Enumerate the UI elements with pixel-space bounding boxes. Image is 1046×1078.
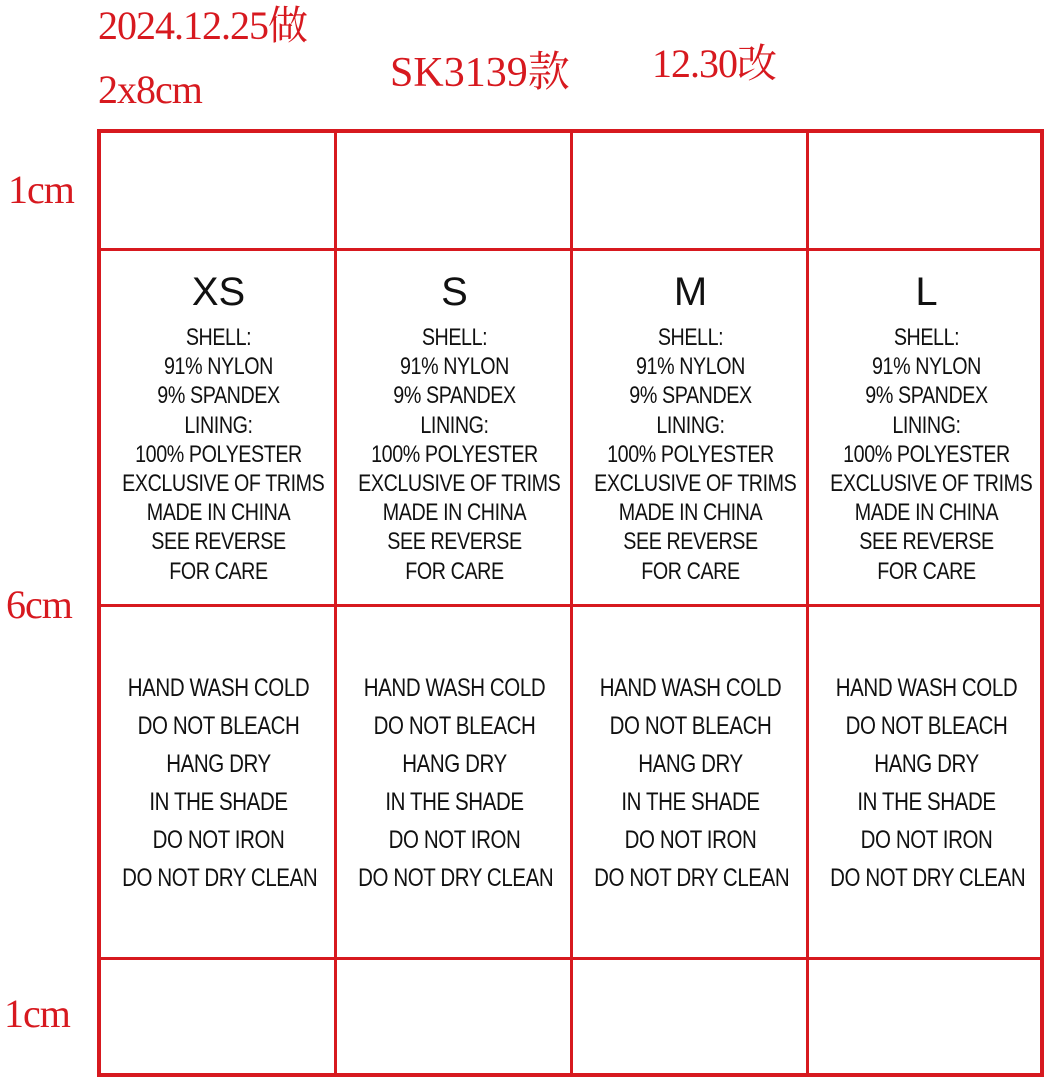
content-line: LINING: [892, 411, 961, 439]
label-column-s [337, 133, 572, 1073]
fiber-content-block [101, 323, 336, 586]
fiber-content-block [337, 323, 572, 586]
care-line: IN THE SHADE [857, 788, 996, 816]
care-line: HAND WASH COLD [835, 674, 1018, 702]
content-line: 9% SPANDEX [393, 382, 516, 410]
content-line: SEE REVERSE [151, 528, 286, 556]
care-instructions-block [337, 669, 572, 897]
style-code: SK3139款 [390, 50, 570, 96]
content-line: SHELL: [893, 324, 960, 351]
care-line: DO NOT BLEACH [373, 712, 536, 740]
content-line: 100% POLYESTER [371, 440, 538, 468]
care-line: DO NOT DRY CLEAN [358, 864, 554, 892]
care-line: DO NOT IRON [624, 826, 757, 854]
care-line: HAND WASH COLD [599, 674, 782, 702]
care-instructions-block [573, 669, 808, 897]
care-line: HAND WASH COLD [127, 674, 310, 702]
label-sheet [97, 129, 1044, 1077]
care-instructions-block [101, 669, 336, 897]
content-line: EXCLUSIVE OF TRIMS [594, 470, 797, 498]
content-line: FOR CARE [169, 557, 268, 585]
care-line: DO NOT BLEACH [609, 712, 772, 740]
content-line: 9% SPANDEX [629, 382, 752, 410]
content-line: EXCLUSIVE OF TRIMS [122, 470, 325, 498]
content-line: MADE IN CHINA [618, 499, 763, 527]
content-line: 100% POLYESTER [843, 440, 1010, 468]
content-line: LINING: [656, 411, 725, 439]
label-column-m [573, 133, 808, 1073]
care-line: DO NOT IRON [388, 826, 521, 854]
content-line: SEE REVERSE [387, 528, 522, 556]
label-size-note: 2x8cm [98, 67, 202, 112]
care-line: DO NOT DRY CLEAN [830, 864, 1026, 892]
content-line: SHELL: [421, 324, 488, 351]
content-line: SHELL: [657, 324, 724, 351]
care-line: IN THE SHADE [621, 788, 760, 816]
content-line: SEE REVERSE [859, 528, 994, 556]
content-line: 91% NYLON [164, 353, 273, 381]
content-line: FOR CARE [405, 557, 504, 585]
care-line: HANG DRY [638, 750, 743, 778]
care-line: HANG DRY [166, 750, 271, 778]
content-line: 91% NYLON [636, 353, 745, 381]
top-margin-dimension: 1cm [8, 167, 74, 212]
care-line: HANG DRY [874, 750, 979, 778]
content-line: 91% NYLON [400, 353, 509, 381]
care-line: DO NOT BLEACH [845, 712, 1008, 740]
content-line: FOR CARE [641, 557, 740, 585]
size-heading: XS [191, 270, 246, 314]
content-line: 100% POLYESTER [607, 440, 774, 468]
bottom-margin-dimension: 1cm [4, 991, 70, 1036]
care-line: HANG DRY [402, 750, 507, 778]
content-line: 91% NYLON [872, 353, 981, 381]
size-heading: M [673, 270, 708, 314]
fiber-content-block [573, 323, 808, 586]
content-line: 9% SPANDEX [865, 382, 988, 410]
care-line: IN THE SHADE [385, 788, 524, 816]
label-column-xs [101, 133, 336, 1073]
care-instructions-block [809, 669, 1044, 897]
content-line: MADE IN CHINA [382, 499, 527, 527]
content-line: MADE IN CHINA [854, 499, 999, 527]
content-line: EXCLUSIVE OF TRIMS [358, 470, 561, 498]
date-note: 2024.12.25做 [98, 3, 307, 48]
content-line: LINING: [184, 411, 253, 439]
care-line: DO NOT IRON [152, 826, 285, 854]
size-heading: L [915, 270, 938, 314]
care-line: DO NOT BLEACH [137, 712, 300, 740]
label-column-l [809, 133, 1044, 1073]
label-height-dimension: 6cm [6, 582, 72, 627]
revision-note: 12.30改 [652, 41, 776, 86]
size-heading: S [441, 270, 468, 314]
content-line: MADE IN CHINA [146, 499, 291, 527]
care-line: IN THE SHADE [149, 788, 288, 816]
care-line: HAND WASH COLD [363, 674, 546, 702]
content-line: SHELL: [185, 324, 252, 351]
content-line: 9% SPANDEX [157, 382, 280, 410]
fiber-content-block [809, 323, 1044, 586]
care-line: DO NOT IRON [860, 826, 993, 854]
content-line: 100% POLYESTER [135, 440, 302, 468]
content-line: EXCLUSIVE OF TRIMS [830, 470, 1033, 498]
care-line: DO NOT DRY CLEAN [122, 864, 318, 892]
content-line: FOR CARE [877, 557, 976, 585]
care-line: DO NOT DRY CLEAN [594, 864, 790, 892]
content-line: LINING: [420, 411, 489, 439]
content-line: SEE REVERSE [623, 528, 758, 556]
